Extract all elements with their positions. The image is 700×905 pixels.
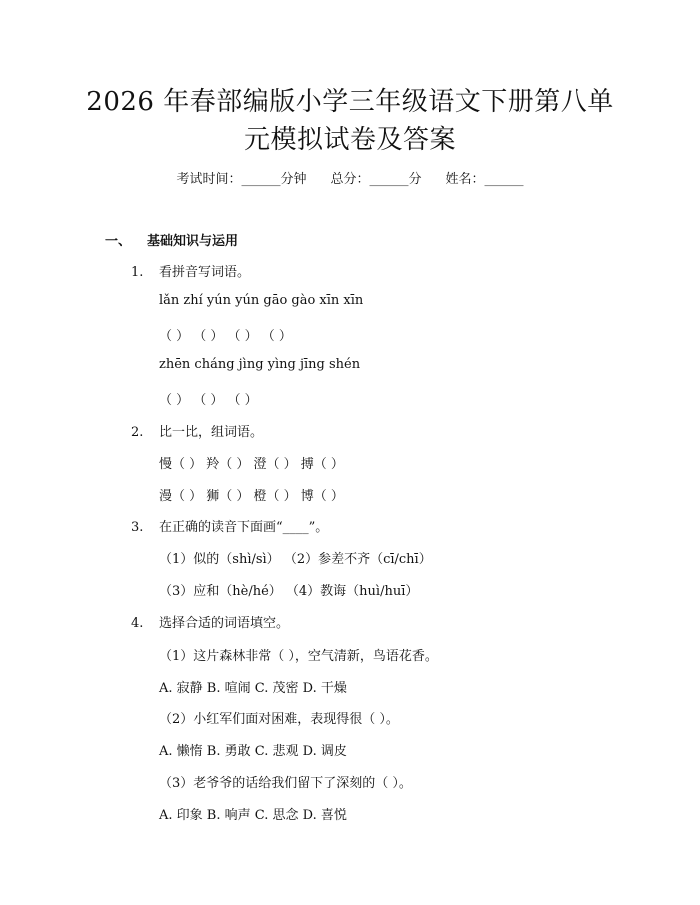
question-4 bbox=[131, 612, 289, 631]
question-number: 3. bbox=[131, 520, 144, 535]
answer-blank-row: （ ） （ ） （ ） bbox=[159, 393, 258, 408]
choice-options: A. 寂静 B. 喧闹 C. 茂密 D. 干燥 bbox=[159, 681, 347, 696]
exam-title-line-1: 2026 年春部编版小学三年级语文下册第八单 bbox=[86, 87, 614, 117]
section-heading bbox=[105, 230, 238, 249]
exam-info-row bbox=[0, 168, 700, 187]
question-prompt: 选择合适的词语填空。 bbox=[159, 616, 290, 631]
pronunciation-row: （3）应和（hè/hé） （4）教诲（huì/huī） bbox=[159, 584, 419, 599]
question-3 bbox=[131, 516, 328, 535]
question-prompt: 在正确的读音下面画“____”。 bbox=[159, 520, 329, 535]
section-title: 基础知识与运用 bbox=[147, 234, 239, 249]
answer-blank-row: （ ） （ ） （ ） （ ） bbox=[159, 329, 292, 344]
question-prompt: 比一比，组词语。 bbox=[159, 425, 264, 440]
word-compare-row: 慢（ ） 羚（ ） 澄（ ） 搏（ ） bbox=[159, 457, 344, 472]
pinyin-row: lǎn zhí yún yún gāo gào xīn xīn bbox=[159, 293, 364, 308]
question-2 bbox=[131, 421, 263, 440]
section-number: 一、 bbox=[105, 234, 132, 249]
word-compare-row: 漫（ ） 狮（ ） 橙（ ） 博（ ） bbox=[159, 489, 344, 504]
total-score-field: 总分：______分 bbox=[330, 172, 422, 187]
question-number: 1. bbox=[131, 265, 144, 280]
question-prompt: 看拼音写词语。 bbox=[159, 265, 251, 280]
fill-in-sentence: （2）小红军们面对困难，表现得很（ ）。 bbox=[159, 712, 399, 727]
pinyin-row: zhēn cháng jìng yìng jīng shén bbox=[159, 357, 361, 372]
student-name-field: 姓名：______ bbox=[445, 172, 524, 187]
choice-options: A. 懒惰 B. 勇敢 C. 悲观 D. 调皮 bbox=[159, 744, 347, 759]
question-number: 2. bbox=[131, 425, 144, 440]
question-1 bbox=[131, 261, 250, 280]
exam-time-field: 考试时间：______分钟 bbox=[176, 172, 307, 187]
choice-options: A. 印象 B. 响声 C. 思念 D. 喜悦 bbox=[159, 808, 347, 823]
pronunciation-row: （1）似的（shì/sì） （2）参差不齐（cī/chī） bbox=[159, 552, 432, 567]
fill-in-sentence: （1）这片森林非常（ ），空气清新，鸟语花香。 bbox=[159, 649, 438, 664]
fill-in-sentence: （3）老爷爷的话给我们留下了深刻的（ ）。 bbox=[159, 776, 412, 791]
exam-title-line-2: 元模拟试卷及答案 bbox=[243, 125, 456, 155]
question-number: 4. bbox=[131, 616, 144, 631]
